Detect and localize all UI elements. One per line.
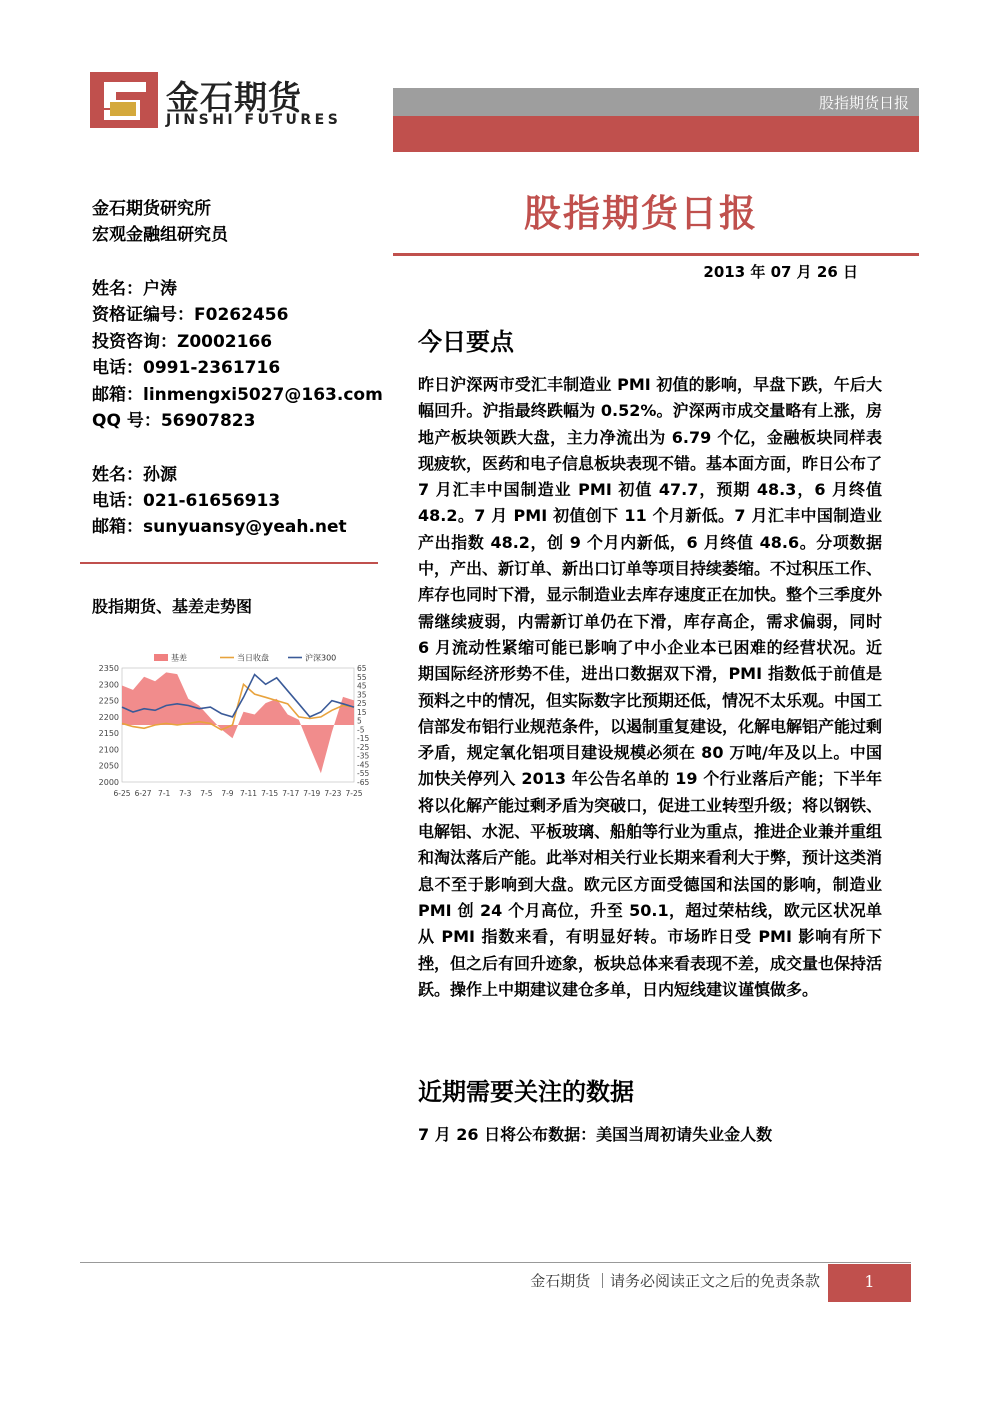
page-number: 1: [864, 1272, 875, 1291]
right-axis-tick-label: 65: [357, 664, 367, 673]
left-axis-tick-label: 2300: [98, 680, 119, 690]
report-title: 股指期货日报: [524, 192, 758, 235]
legend-label: 沪深300: [305, 653, 337, 663]
right-axis-tick-label: 35: [357, 690, 367, 700]
x-axis-tick-label: 7-17: [282, 789, 300, 798]
right-axis-tick-label: -15: [357, 734, 370, 744]
x-axis-tick-label: 7-23: [324, 789, 342, 798]
x-axis-tick-label: 7-1: [158, 789, 171, 798]
focus-heading: 近期需要关注的数据: [418, 1078, 634, 1106]
header-red-bar: [393, 116, 919, 152]
analyst-2-name: 姓名：孙源: [92, 465, 177, 485]
page-number-box: [828, 1264, 911, 1302]
right-axis-tick-label: 5: [357, 716, 362, 726]
left-axis-tick-label: 2200: [98, 712, 119, 722]
x-axis-tick-label: 7-3: [179, 789, 192, 798]
right-axis-tick-label: -45: [357, 760, 370, 770]
right-axis-tick-label: 45: [357, 681, 367, 691]
report-date: 2013 年 07 月 26 日: [703, 263, 858, 281]
analyst-2-email: 邮箱：sunyuansy@yeah.net: [92, 517, 347, 537]
futures-basis-chart: [92, 648, 380, 808]
logo-name-cn: 金石期货: [166, 78, 302, 117]
x-axis-tick-label: 6-27: [134, 789, 152, 798]
right-axis-tick-label: -35: [357, 751, 370, 761]
legend-swatch: [154, 654, 168, 661]
summary-heading: 今日要点: [418, 328, 514, 356]
analyst-1-phone: 电话：0991-2361716: [92, 358, 281, 378]
logo-mark-icon: [90, 72, 158, 128]
left-divider: [80, 562, 378, 564]
header-bar-label: 股指期货日报: [818, 94, 909, 112]
legend-label: 当日收盘: [237, 653, 269, 663]
org-name: 金石期货研究所: [92, 199, 211, 219]
x-axis-tick-label: 7-5: [200, 789, 213, 798]
right-axis-tick-label: 55: [357, 672, 367, 682]
left-axis-tick-label: 2150: [98, 729, 119, 739]
chart-caption: 股指期货、基差走势图: [92, 597, 253, 616]
company-logo: [90, 72, 340, 130]
analyst-1-qq: QQ 号：56907823: [92, 411, 256, 431]
title-divider: [393, 253, 919, 256]
analyst-2-phone: 电话：021-61656913: [92, 491, 281, 511]
left-axis-tick-label: 2100: [98, 745, 119, 755]
x-axis-tick-label: 7-11: [240, 789, 258, 798]
left-axis-tick-label: 2050: [98, 761, 119, 771]
x-axis-tick-label: 7-9: [221, 789, 234, 798]
focus-body: 7 月 26 日将公布数据：美国当周初请失业金人数: [418, 1125, 773, 1144]
dept-name: 宏观金融组研究员: [92, 225, 228, 245]
analyst-1-consult: 投资咨询：Z0002166: [92, 332, 273, 352]
logo-name-en: JINSHI FUTURES: [166, 112, 342, 128]
footer-divider: [80, 1262, 911, 1263]
left-axis-tick-label: 2350: [98, 664, 119, 673]
right-axis-tick-label: 25: [357, 699, 367, 709]
left-axis-tick-label: 2250: [98, 696, 119, 706]
right-axis-tick-label: -55: [357, 769, 370, 779]
x-axis-tick-label: 6-25: [113, 789, 131, 798]
series-basis-area: [122, 672, 354, 773]
analyst-1-license: 资格证编号：F0262456: [92, 305, 289, 325]
right-axis-tick-label: 15: [357, 707, 367, 717]
x-axis-tick-label: 7-15: [261, 789, 279, 798]
analyst-1-name: 姓名：户涛: [92, 279, 177, 299]
right-axis-tick-label: -65: [357, 778, 370, 787]
summary-body: 昨日沪深两市受汇丰制造业 PMI 初值的影响，早盘下跌，午后大幅回升。沪指最终跌幅为 0.52%。沪深两市成交量略有上涨，房地产板块领跌大盘，主力净流出为 6.79 个亿，金融板块同样表现疲软，医药和电子信息板块表现不错。基本面方面，昨日公布了 7 月汇丰中国制造业 PMI 初值 47.7，预期 48.3，6 月终值 48.2。7 月 PMI 初值创下 11 个月新低。7 月汇丰中国制造业产出指数 48.2，创 9 个月内新低，6 月终值 48.6。分项数据中，产出、新订单、新出口订单等项目持续萎缩。不过积压工作、库存也同时下滑，显示制造业去库存速度正在加快。整个三季度外需继续疲弱，内需新订单仍在下滑，库存高企，需求偏弱，同时 6 月流动性紧缩可能已影响了中小企业本已困难的经营状况。近期国际经济形势不佳，进出口数据双下滑，PMI 指数低于前值是预料之中的情况，但实际数字比预期还低，情况不太乐观。中国工信部发布铝行业规范条件，以遏制重复建设，化解电解铝产能过剩矛盾，规定氧化铝项目建设规模必须在 80 万吨/年及以上。中国加快关停列入 2013 年公告名单的 19 个行业落后产能；下半年将以化解产能过剩矛盾为突破口，促进工业转型升级；将以钢铁、电解铝、水泥、平板玻璃、船舶等行业为重点，推进企业兼并重组和淘汰落后产能。此举对相关行业长期来看利大于弊，预计这类消息不至于影响到大盘。欧元区方面受德国和法国的影响，制造业 PMI 创 24 个月高位，升至 50.1，超过荣枯线，欧元区状况单从 PMI 指数来看，有明显好转。市场昨日受 PMI 影响有所下挫，但之后有回升迹象，板块总体来看表现不差，成交量也保持活跃。操作上中期建议建仓多单，日内短线建议谨慎做多。: [418, 375, 883, 999]
x-axis-tick-label: 7-19: [303, 789, 321, 798]
right-axis-tick-label: -25: [357, 742, 370, 752]
x-axis-tick-label: 7-25: [345, 789, 363, 798]
analyst-1-email: 邮箱：linmengxi5027@163.com: [92, 385, 383, 405]
right-axis-tick-label: -5: [357, 725, 365, 735]
left-axis-tick-label: 2000: [98, 778, 119, 787]
footer-disclaimer: 金石期货 ｜请务必阅读正文之后的免责条款: [530, 1272, 820, 1290]
legend-label: 基差: [171, 653, 187, 663]
header-gray-bar: [393, 88, 919, 116]
